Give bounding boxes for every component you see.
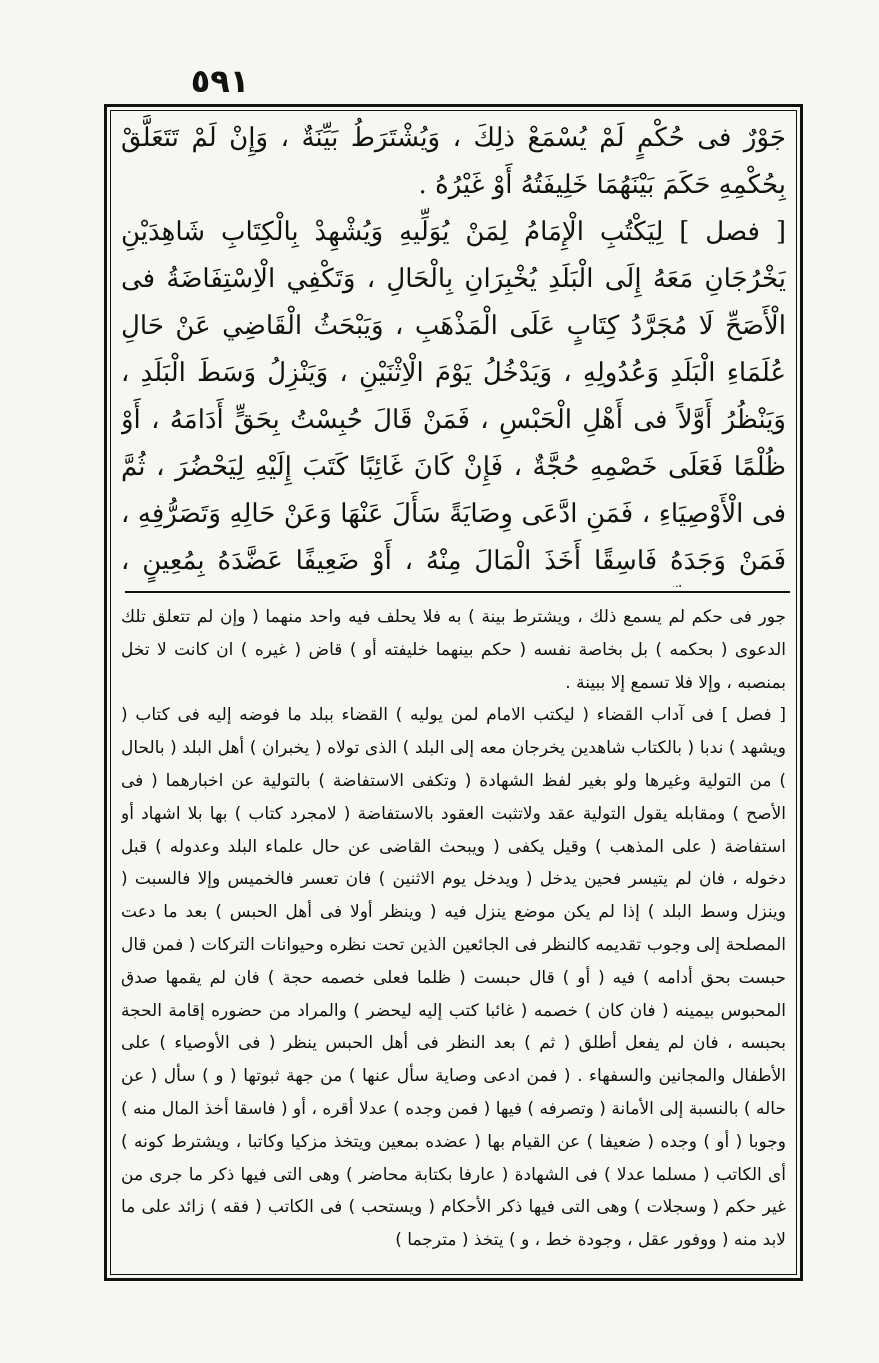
commentary-paragraph-2: [ فصل ] فى آداب القضاء ( ليكتب الامام لمن يوليه ) القضاء ببلد ما فوضه إليه فى كتاب ( ويشهد ) ندبا ( بالكتاب شاهدين يخرجان معه إلى البلد ) الذى تولاه ( يخبران ) أهل البلد ( بالحال ) من التولية وغيرها ولو بغير لفظ الشهادة ( وتكفى الاستفاضة ) بالتولية عن اخبارهما ( فى الأصح ) ومقابله يقول التولية عقد ولاتثبت العقود بالاستفاضة ( لامجرد كتاب ) بها بلا اشهاد أو استفاضة ( على المذهب ) وقيل يكفى ( ويبحث القاضى عن حال علماء البلد وعدوله ) قبل دخوله ، فان لم يتيسر فحين يدخل ( ويدخل يوم الاثنين ) فان تعسر فالخميس وإلا فالسبت ( وينزل وسط البلد ) إذا لم يكن موضع ينزل فيه ( وينظر أولا فى أهل الحبس ) بعد ما دعت المصلحة إلى وجوب تقديمه كالنظر فى الجائعين الذين تحت نظره وحيوانات التركات ( فمن قال حبست بحق أدامه ) فيه ( أو ) قال حبست ( ظلما فعلى خصمه حجة ) فان لم يقمها صدق المحبوس بيمينه ( فان كان ) خصمه ( غائبا كتب إليه ليحضر ) والمراد من حضوره إقامة الحجة بحبسه ، فان لم يفعل أطلق ( ثم ) بعد النظر فى أهل الحبس ينظر ( فى الأوصياء ) على الأطفال والمجانين والسفهاء . ( فمن ادعى وصاية سأل عنها ) من جهة ثبوتها ( و ) سأل ( عن حاله ) بالنسبة إلى الأمانة ( وتصرفه ) فيها ( فمن وجده ) عدلا أقره ، أو ( فاسقا أخذ المال منه ) وجوبا ( أو ) وجده ( ضعيفا ) عن القيام بها ( عضده بمعين ويتخذ مزكيا وكاتبا ، ويشترط كونه ) أى الكاتب ( مسلما عدلا ) فى الشهادة ( عارفا بكتابة محاضر ) وهى التى فيها ذكر ما جرى من غير حكم ( وسجلات ) وهى التى فيها ذكر الأحكام ( ويستحب ) فى الكاتب ( فقه ) زائد على ما لابد منه ( ووفور عقل ، وجودة خط ، و ) يتخذ ( مترجما ) <box>121 705 786 1251</box>
main-text <box>121 115 786 587</box>
commentary-text <box>121 601 786 1270</box>
main-paragraph-1: جَوْرٌ فى حُكْمٍ لَمْ يُسْمَعْ ذلِكَ ، وَيُشْتَرَطُ بَيِّنَةٌ ، وَإِنْ لَمْ تَتَعَلَّقْ بِحُكْمِهِ حَكَمَ بَيْنَهُمَا خَلِيفَتُهُ أَوْ غَيْرُهُ . <box>121 123 786 200</box>
page-number: ٥٩١ <box>190 62 250 100</box>
section-divider <box>125 591 790 593</box>
commentary-paragraph-1: جور فى حكم لم يسمع ذلك ، ويشترط بينة ) به فلا يحلف فيه واحد منهما ( وإن لم تتعلق تلك الدعوى ( بحكمه ) بل بخاصة نفسه ( حكم بينهما خليفته أو ) قاض ( غيره ) ان كانت لا تخل بمنصبه ، وإلا فلا تسمع إلا ببينة . <box>121 607 786 693</box>
main-paragraph-2: [ فصل ] لِيَكْتُبِ الْإِمَامُ لِمَنْ يُوَلِّيهِ وَيُشْهِدْ بِالْكِتَابِ شَاهِدَيْنِ يَخْرُجَانِ مَعَهُ إِلَى الْبَلَدِ يُخْبِرَانِ بِالْحَالِ ، وَتَكْفِي الْاِسْتِفَاضَةُ فى الْأَصَحِّ لَا مُجَرَّدُ كِتَابٍ عَلَى الْمَذْهَبِ ، وَيَبْحَثُ الْقَاضِي عَنْ حَالِ عُلَمَاءِ الْبَلَدِ وَعُدُولِهِ ، وَيَدْخُلُ يَوْمَ الْاِثْنَيْنِ ، وَيَنْزِلُ وَسَطَ الْبَلَدِ ، وَيَنْظُرُ أَوَّلاً فى أَهْلِ الْحَبْسِ ، فَمَنْ قَالَ حُبِسْتُ بِحَقٍّ أَدَامَهُ ، أَوْ ظُلْمًا فَعَلَى خَصْمِهِ حُجَّةٌ ، فَإِنْ كَانَ غَائِبًا كَتَبَ إِلَيْهِ لِيَحْضُرَ ، ثُمَّ فى الْأَوْصِيَاءِ ، فَمَنِ ادَّعَى وِصَايَةً سَأَلَ عَنْهَا وَعَنْ حَالِهِ وَتَصَرُّفِهِ ، فَمَنْ وَجَدَهُ فَاسِقًا أَخَذَ الْمَالَ مِنْهُ ، أَوْ ضَعِيفًا عَضَّدَهُ بِمُعِينٍ ، <box>121 217 786 576</box>
page-frame <box>104 104 803 1281</box>
